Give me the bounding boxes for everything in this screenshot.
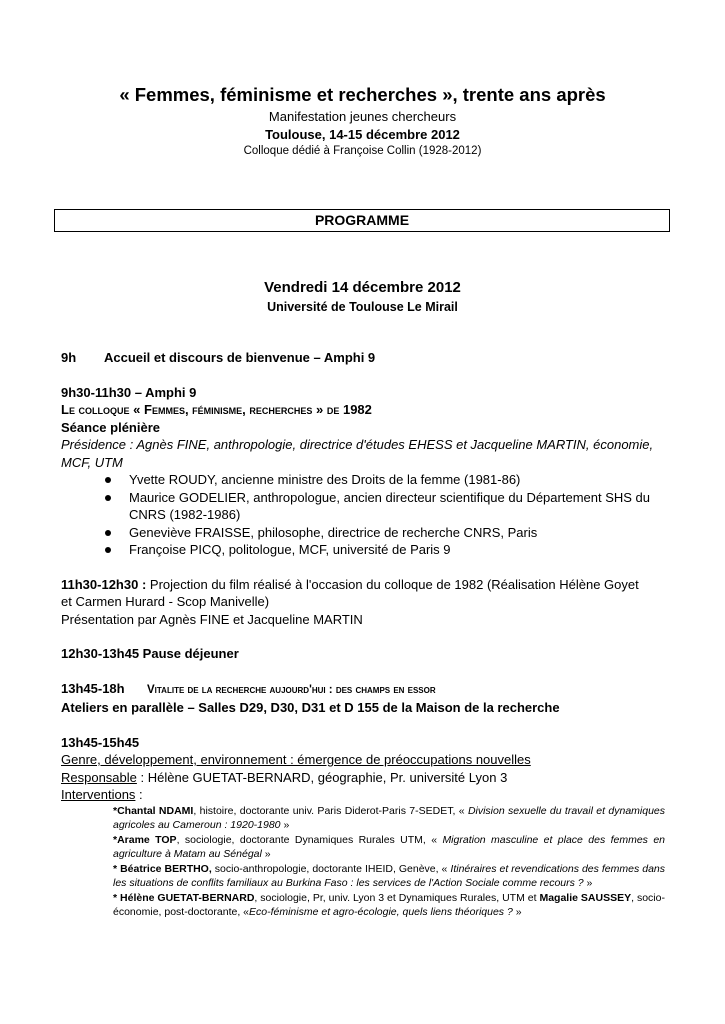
document-title: « Femmes, féminisme et recherches », trente ans après [119,84,606,105]
bullet-icon [105,495,111,501]
session-heading: Le colloque « Femmes, féminisme, recherches » de 1982 [61,402,372,417]
workshop-time: 13h45-15h45 [61,734,140,750]
speaker-item: Yvette ROUDY, ancienne ministre des Droits de la femme (1981-86) [105,471,665,489]
programme-body [61,349,665,920]
session-time: 11h30-12h30 : [61,576,147,592]
speaker-item: Maurice GODELIER, anthropologue, ancien directeur scientifique du Département SHS du CNRS (1982-1986) [105,489,665,524]
session-time: 13h45-18h [61,680,125,696]
session-text: Projection du film réalisé à l'occasion du colloque de 1982 (Réalisation Hélène Goyet [146,576,639,592]
session-welcome [61,349,665,367]
session-lunch: 12h30-13h45 Pause déjeuner [61,646,239,661]
event-subtitle: Manifestation jeunes chercheurs [268,109,457,124]
responsible-text: : Hélène GUETAT-BERNARD, géographie, Pr. université Lyon 3 [136,769,508,785]
speaker-item: Françoise PICQ, politologue, MCF, université de Paris 9 [105,541,665,559]
day-venue: Université de Toulouse Le Mirail [267,300,458,314]
event-dedication: Colloque dédié à Françoise Collin (1928-2012) [243,145,482,157]
interventions-label: Interventions [61,787,136,802]
session-chairs-line1: Présidence : Agnès FINE, anthropologie, directrice d'études EHESS et Jacqueline MARTIN, économie, [61,437,654,452]
session-chairs-line2: MCF, UTM [61,454,123,470]
intervention-item: *Arame TOP, sociologie, doctorante Dynamiques Rurales UTM, « Migration masculine et place des femmes en agriculture à Matam au Sénégal » [113,833,665,860]
intervention-item: * Béatrice BERTHO, socio-anthropologie, doctorante IHEID, Genève, « Itinéraires et revendications des femmes dans les situations de conflits familiaux au Burkina Faso : les services de l'Action Sociale comme recours ? » [113,862,665,889]
session-type: Séance plénière [61,419,160,435]
session-time: 9h30-11h30 – Amphi 9 [61,384,197,400]
workshop-interventions-heading: Interventions : [61,787,143,802]
session-workshops-rooms: Ateliers en parallèle – Salles D29, D30, D31 et D 155 de la Maison de la recherche [61,700,560,715]
session-workshops [61,680,665,700]
day-heading: Vendredi 14 décembre 2012 [264,279,461,296]
session-text: Accueil et discours de bienvenue – Amphi 9 [104,350,376,365]
speaker-list [61,471,665,559]
intervention-item: * Hélène GUETAT-BERNARD, sociologie, Pr, univ. Lyon 3 et Dynamiques Rurales, UTM et Magalie SAUSSEY, socio-économie, post-doctorante, «Eco-féminisme et agro-écologie, quels liens théoriques ? » [113,891,665,918]
workshop-theme: Genre, développement, environnement : émergence de préoccupations nouvelles [61,752,531,767]
session-film-line2: et Carmen Hurard - Scop Manivelle) [61,594,270,609]
session-film [61,576,665,594]
session-time: 9h [61,350,77,365]
session-heading: Vitalite de la recherche aujourd'hui : des champs en essor [147,683,436,696]
event-location-date: Toulouse, 14-15 décembre 2012 [265,127,460,142]
interventions-list [113,804,665,920]
programme-heading-box: PROGRAMME [54,209,670,232]
intervention-item: *Chantal NDAMI, histoire, doctorante univ. Paris Diderot-Paris 7-SEDET, « Division sexuelle du travail et dynamiques agricoles au Cameroun : 1920-1980 » [113,804,666,831]
session-film-line3: Présentation par Agnès FINE et Jacqueline MARTIN [61,611,363,627]
bullet-icon [105,547,111,553]
bullet-icon [105,530,111,536]
responsible-label: Responsable [61,769,137,785]
workshop-responsible [61,769,665,787]
bullet-icon [105,477,111,483]
speaker-item: Geneviève FRAISSE, philosophe, directrice de recherche CNRS, Paris [105,524,665,542]
